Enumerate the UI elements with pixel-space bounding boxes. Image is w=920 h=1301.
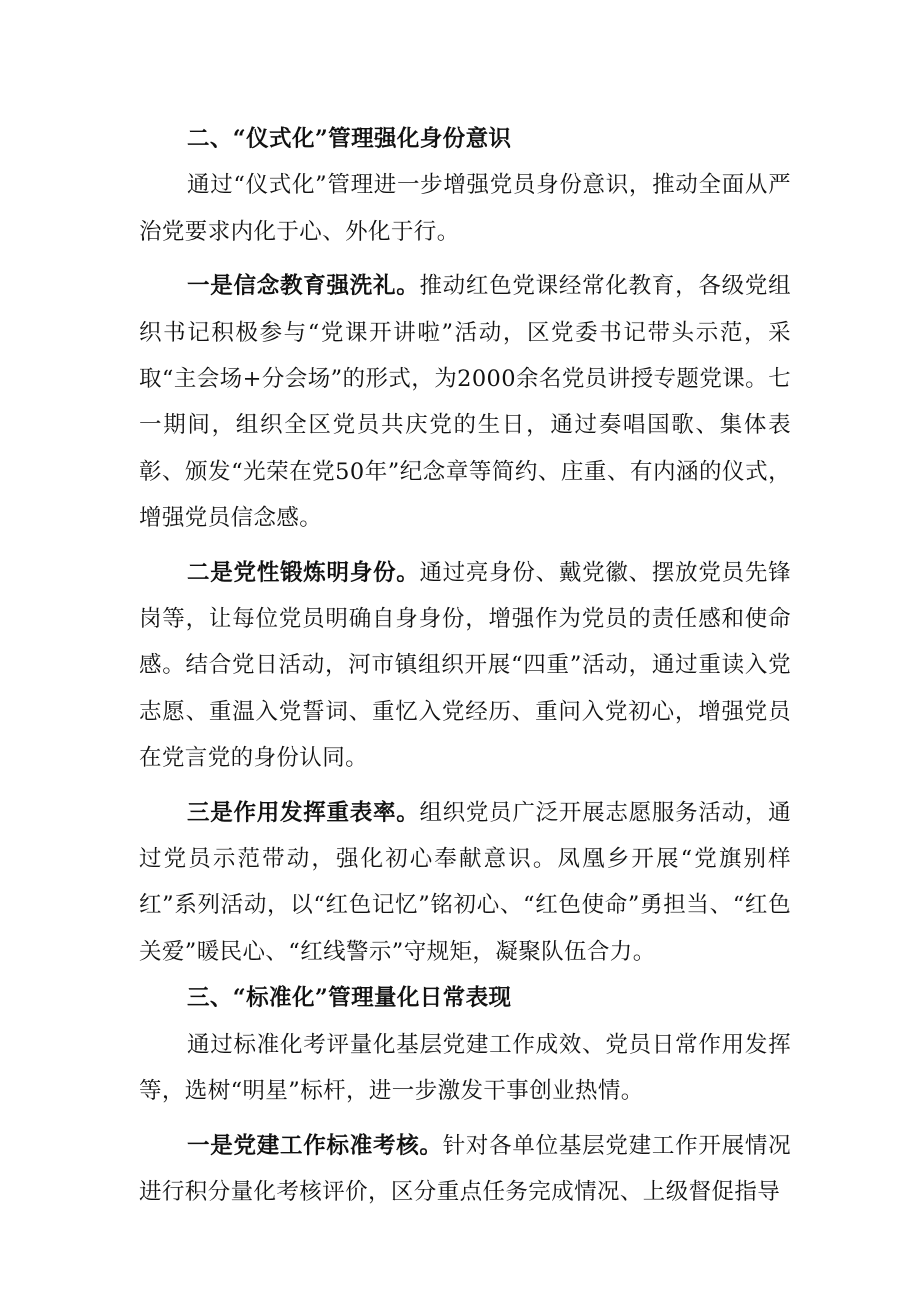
point-lead: 一是信念教育强洗礼。 [187,273,420,300]
paragraph-gap [139,542,791,550]
point-party-spirit [139,550,791,782]
point-body: 针对各单位基层党建工作开展情况进行积分量化考核评价，区分重点任务完成情况、上级督促指导 [139,1132,791,1205]
section-heading-standardization: 三、“标准化”管理量化日常表现 [187,985,512,1012]
paragraph-gap [139,255,791,263]
point-lead: 三是作用发挥重表率。 [187,799,420,826]
point-belief-education [139,263,791,541]
section-intro-standardization: 通过标准化考评量化基层党建工作成效、党员日常作用发挥等，选树“明星”标杆，进一步激发干事创业热情。 [139,1031,791,1105]
point-body: 组织党员广泛开展志愿服务活动，通过党员示范带动，强化初心奉献意识。凤凰乡开展“党旗别样红”系列活动，以“红色记忆”铭初心、“红色使命”勇担当、“红色关爱”暖民心、“红线警示”守规矩，凝聚队伍合力。 [139,799,791,965]
paragraph-gap [139,782,791,790]
point-body: 推动红色党课经常化教育，各级党组织书记积极参与“党课开讲啦”活动，区党委书记带头示范，采取“主会场+分会场”的形式，为2000余名党员讲授专题党课。七一期间，组织全区党员共庆党的生日，通过奏唱国歌、集体表彰、颁发“光荣在党50年”纪念章等简约、庄重、有内涵的仪式，增强党员信念感。 [139,273,791,532]
point-role-model [139,790,791,976]
point-standard-assessment [139,1123,791,1216]
point-body: 通过亮身份、戴党徽、摆放党员先锋岗等，让每位党员明确自身身份，增强作为党员的责任感和使命感。结合党日活动，河市镇组织开展“四重”活动，通过重读入党志愿、重温入党誓词、重忆入党经历、重问入党初心，增强党员在党言党的身份认同。 [139,559,791,772]
paragraph-gap [139,1115,791,1123]
document-body [139,116,791,1215]
section-heading-ceremony: 二、“仪式化”管理强化身份意识 [187,126,512,152]
point-lead: 二是党性锻炼明身份。 [187,559,420,586]
point-lead: 一是党建工作标准考核。 [187,1132,443,1159]
section-intro-ceremony: 通过“仪式化”管理进一步增强党员身份意识，推动全面从严治党要求内化于心、外化于行。 [139,172,791,245]
